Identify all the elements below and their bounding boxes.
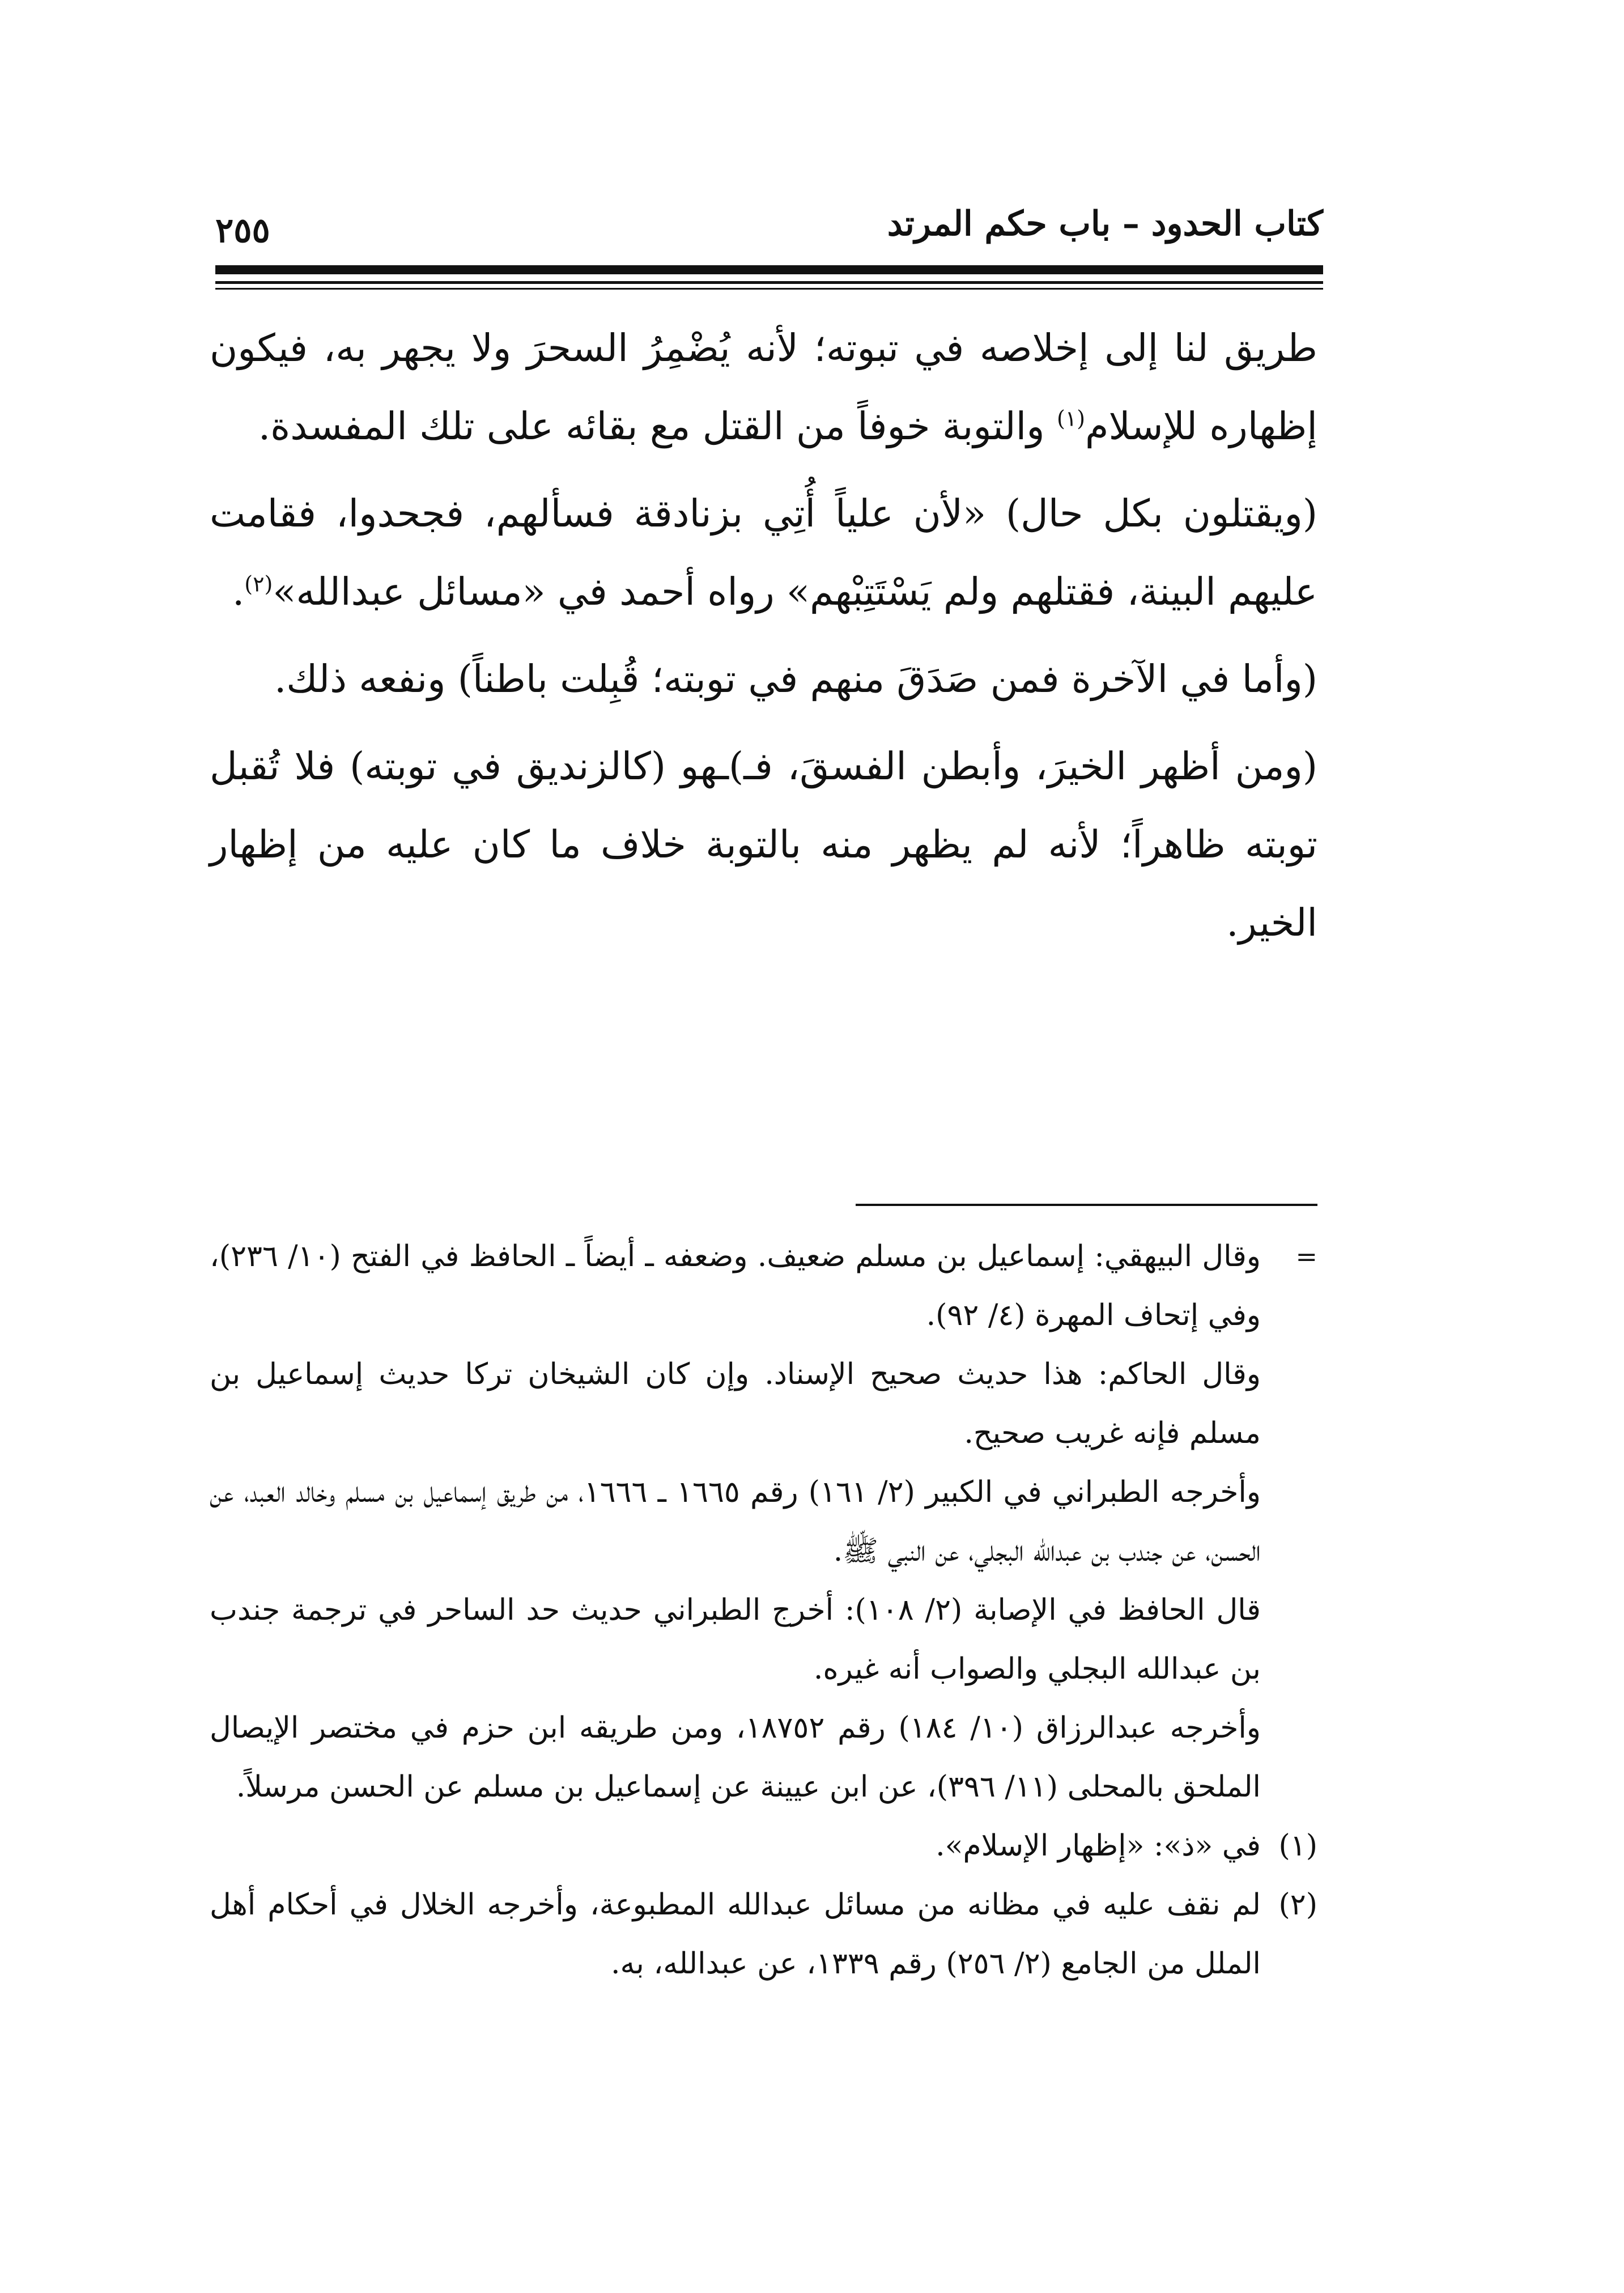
paragraph-2-text: (ويقتلون بكل حال) «لأن علياً أُتِي بزنادقة فسألهم، فجحدوا، فقامت عليهم البينة، فقتلهم ولم يَسْتَتِبْهم» رواه أحمد في «مسائل عبدالله» xyxy=(210,491,1317,614)
running-header xyxy=(215,201,1323,250)
footnote-1-text: في «ذ»: «إظهار الإسلام». xyxy=(936,1829,1261,1863)
footnote-1 xyxy=(210,1816,1317,1875)
footnote-ref-2: (٢) xyxy=(244,571,273,597)
header-rule-thick xyxy=(215,265,1323,274)
footnote-2-number: (٢) xyxy=(1278,1888,1317,1922)
paragraph-1-end: والتوبة خوفاً من القتل مع بقائه على تلك المفسدة. xyxy=(258,404,1057,448)
continuation-mark: = xyxy=(1295,1241,1317,1272)
footnotes xyxy=(210,1227,1317,1993)
page-number: ٢٥٥ xyxy=(215,211,270,250)
chapter-title: كتاب الحدود – باب حكم المرتد xyxy=(887,204,1323,244)
header-rule-thin xyxy=(215,281,1323,284)
paragraph-1 xyxy=(210,309,1317,465)
footnote-continuation-1-text: وقال البيهقي: إسماعيل بن مسلم ضعيف. وضعفه ـ أيضاً ـ الحافظ في الفتح (١٠/ ٢٣٦)، وفي إتحاف المهرة (٤/ ٩٢). xyxy=(210,1239,1261,1332)
paragraph-2 xyxy=(210,474,1317,631)
main-text xyxy=(210,309,1317,971)
footnote-continuation-3: وأخرجه الطبراني في الكبير (٢/ ١٦١) رقم ١٦٦٥ ـ ١٦٦٦، من طريق إسماعيل بن مسلم وخالد العبد، عن الحسن، عن جندب بن عبدالله البجلي، عن النبي ﷺ. xyxy=(210,1475,1261,1568)
footnote-1-number: (١) xyxy=(1278,1829,1317,1863)
header-rule-thin-lower xyxy=(215,288,1323,290)
paragraph-4: (ومن أظهر الخيرَ، وأبطن الفسقَ، فـ)ـهو (كالزنديق في توبته) فلا تُقبل توبته ظاهراً؛ لأنه لم يظهر منه بالتوبة خلاف ما كان عليه من إظهار الخير. xyxy=(210,744,1317,945)
footnote-continuation-5: وأخرجه عبدالرزاق (١٠/ ١٨٤) رقم ١٨٧٥٢، ومن طريقه ابن حزم في مختصر الإيصال الملحق بالمحلى (١١/ ٣٩٦)، عن ابن عيينة عن إسماعيل بن مسلم عن الحسن مرسلاً. xyxy=(210,1711,1261,1804)
footnote-continuation-2: وقال الحاكم: هذا حديث صحيح الإسناد. وإن كان الشيخان تركا حديث إسماعيل بن مسلم فإنه غريب صحيح. xyxy=(210,1357,1261,1450)
footnote-2-text: لم نقف عليه في مظانه من مسائل عبدالله المطبوعة، وأخرجه الخلال في أحكام أهل الملل من الجامع (٢/ ٢٥٦) رقم ١٣٣٩، عن عبدالله، به. xyxy=(210,1888,1261,1981)
footnote-continuation-4: قال الحافظ في الإصابة (٢/ ١٠٨): أخرج الطبراني حديث حد الساحر في ترجمة جندب بن عبدالله البجلي والصواب أنه غيره. xyxy=(210,1593,1261,1686)
paragraph-3: (وأما في الآخرة فمن صَدَقَ منهم في توبته؛ قُبِلت باطناً) ونفعه ذلك. xyxy=(274,657,1317,701)
footnote-separator xyxy=(856,1204,1317,1206)
footnote-continuation-1 xyxy=(210,1227,1317,1345)
footnote-2 xyxy=(210,1875,1317,1993)
paragraph-2-end: . xyxy=(232,570,245,614)
paragraph-1-text: طريق لنا إلى إخلاصه في تبوته؛ لأنه يُضْمِرُ السحرَ ولا يجهر به، فيكون إظهاره للإسلام xyxy=(210,326,1317,448)
footnote-ref-1: (١) xyxy=(1056,406,1086,431)
